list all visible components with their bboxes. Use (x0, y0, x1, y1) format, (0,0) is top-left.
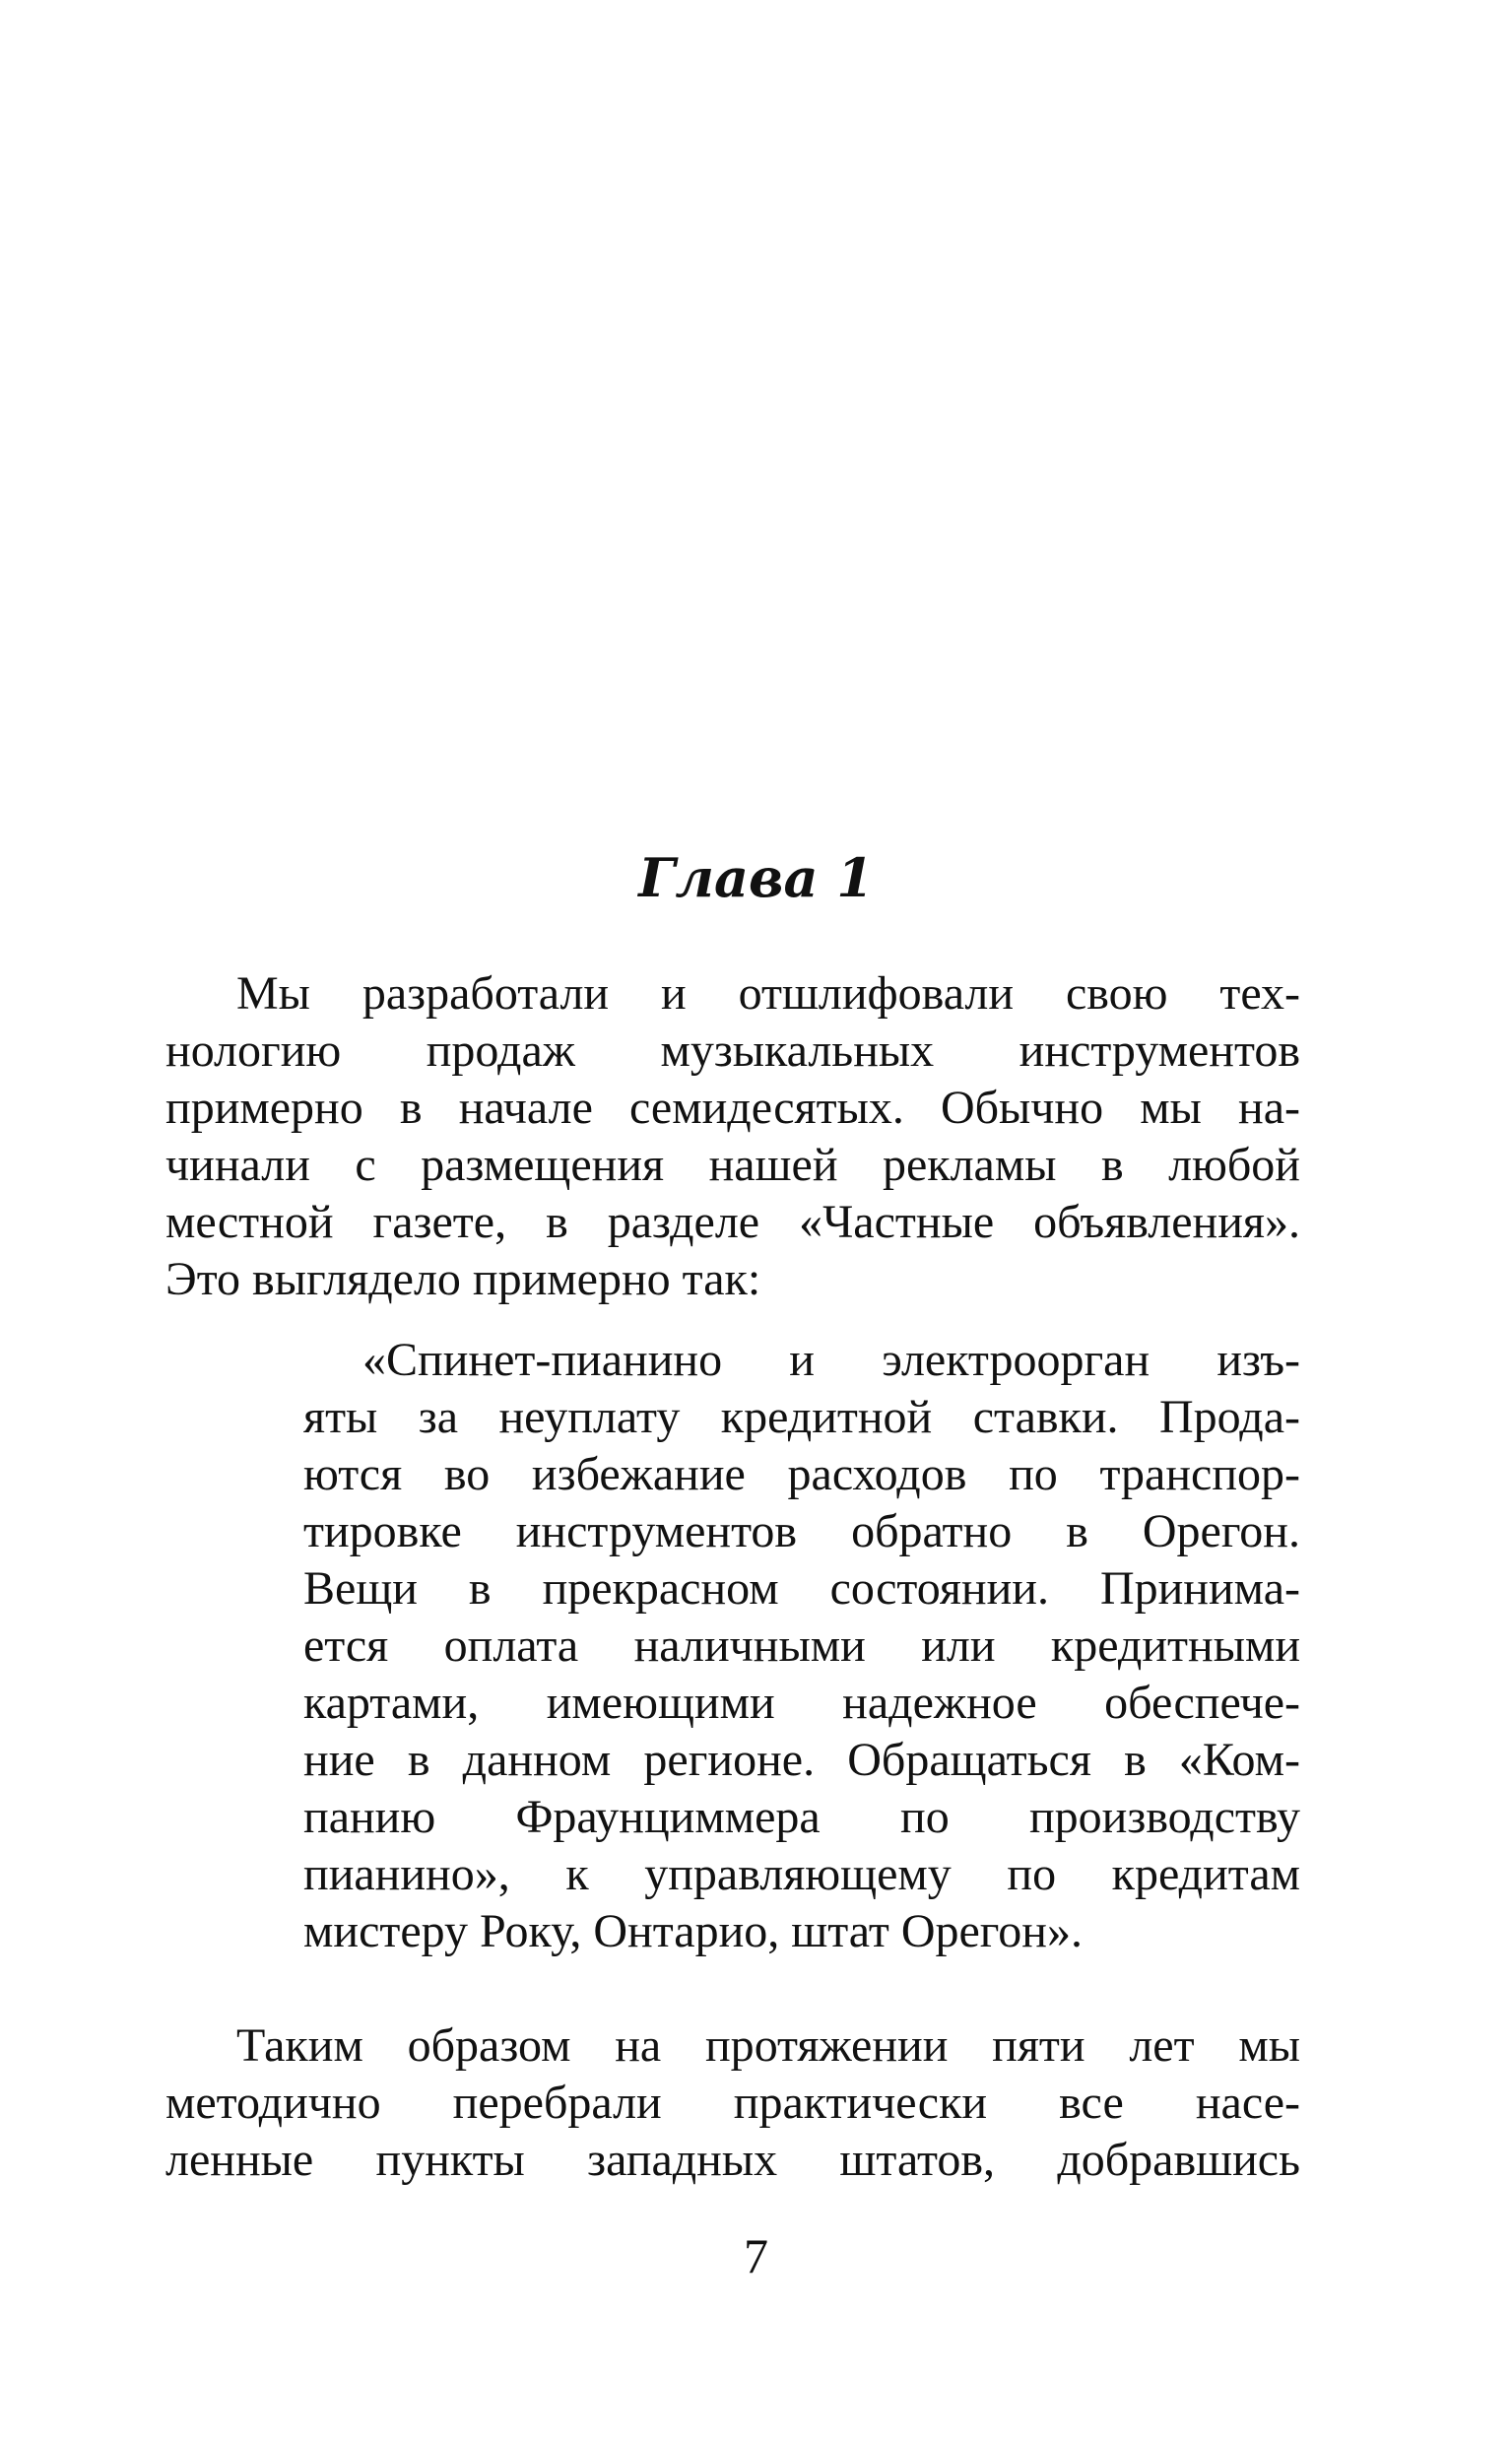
quote-line: «Спинет-пианино и электроорган изъ- (362, 1334, 1300, 1386)
quote-line: яты за неуплату кредитной ставки. Прода- (303, 1391, 1300, 1443)
advertisement-quote (303, 1332, 1300, 1960)
quote-line: мистеру Року, Онтарио, штат Орегон». (303, 1905, 1083, 1957)
quote-line: тировке инструментов обратно в Орегон. (303, 1505, 1300, 1557)
quote-line: картами, имеющими надежное обеспече- (303, 1677, 1300, 1729)
quote-line: панию Фраунциммера по производству (303, 1791, 1300, 1843)
chapter-title: Глава 1 (638, 846, 874, 909)
text-line: нологию продаж музыкальных инструментов (165, 1024, 1300, 1077)
text-line: чинали с размещения нашей рекламы в любой (165, 1139, 1300, 1191)
quote-line: пианино», к управляющему по кредитам (303, 1848, 1300, 1900)
text-line: примерно в начале семидесятых. Обычно мы на- (165, 1082, 1300, 1134)
paragraph-intro (165, 965, 1300, 1308)
quote-line: ется оплата наличными или кредитными (303, 1619, 1300, 1672)
text-line: Это выглядело примерно так: (165, 1253, 761, 1305)
quote-line: ние в данном регионе. Обращаться в «Ком- (303, 1734, 1300, 1786)
text-line: местной газете, в разделе «Частные объявления». (165, 1196, 1300, 1248)
paragraph-continued (165, 2017, 1300, 2189)
text-line: Таким образом на протяжении пяти лет мы (236, 2019, 1300, 2072)
text-line: методично перебрали практически все насе- (165, 2077, 1300, 2129)
text-line: ленные пункты западных штатов, добравшись (165, 2134, 1300, 2186)
page-number: 7 (744, 2228, 768, 2283)
quote-line: Вещи в прекрасном состоянии. Принима- (303, 1562, 1300, 1615)
text-line: Мы разработали и отшлифовали свою тех- (236, 967, 1300, 1020)
quote-line: ются во избежание расходов по транспор- (303, 1448, 1300, 1500)
